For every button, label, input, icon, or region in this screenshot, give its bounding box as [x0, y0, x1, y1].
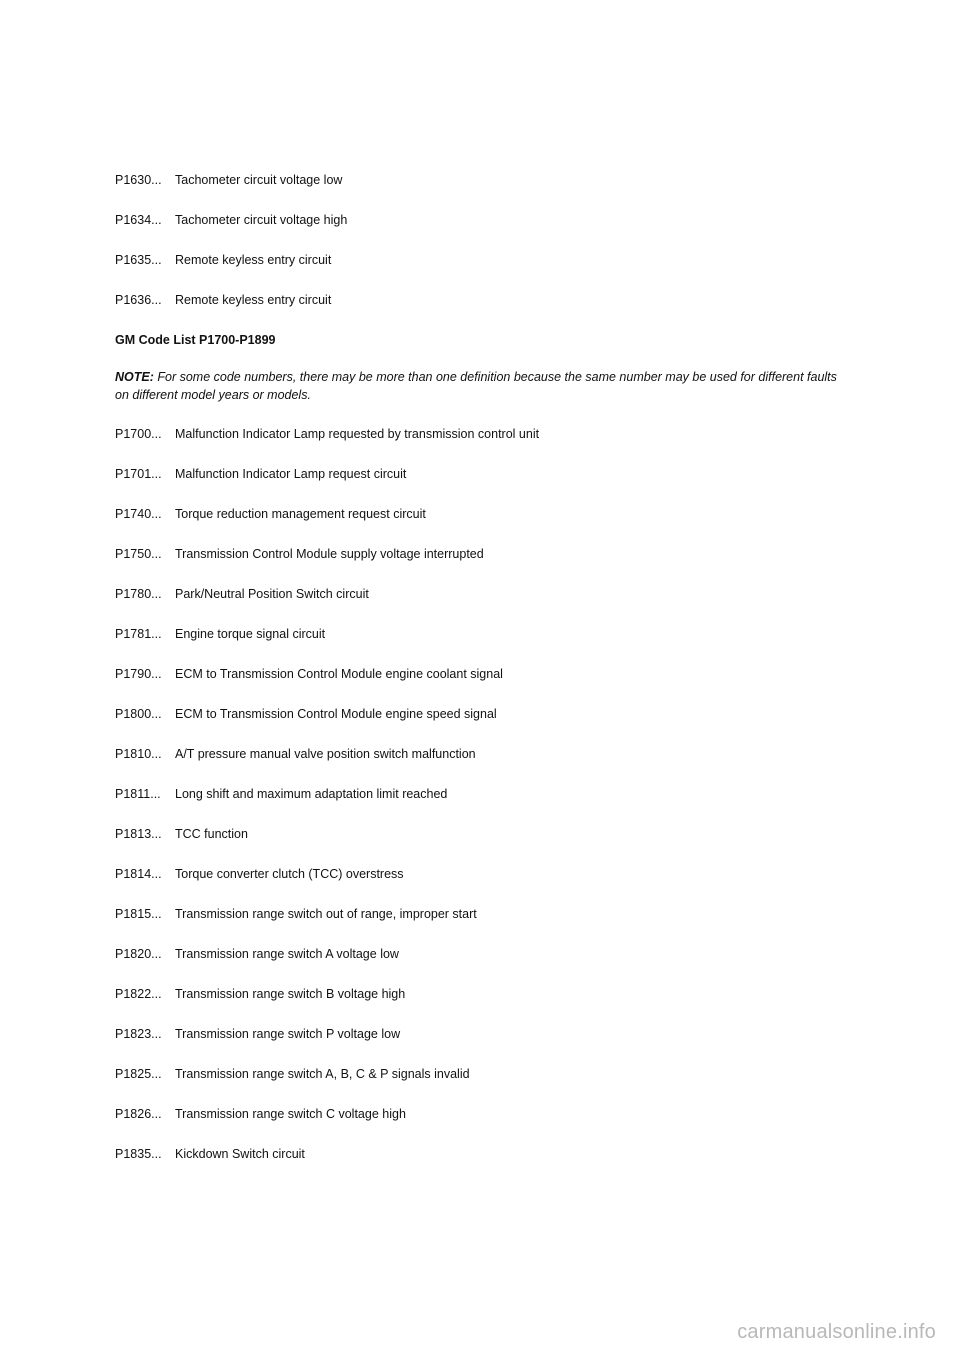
code-number: P1790... [115, 667, 162, 681]
code-description: Tachometer circuit voltage low [175, 173, 343, 187]
code-number: P1822... [115, 987, 162, 1001]
code-entry [115, 826, 845, 842]
code-number: P1701... [115, 467, 162, 481]
code-description: A/T pressure manual valve position switch malfunction [175, 747, 476, 761]
code-description: Kickdown Switch circuit [175, 1147, 305, 1161]
code-description: ECM to Transmission Control Module engine speed signal [175, 707, 497, 721]
code-description: Malfunction Indicator Lamp request circuit [175, 467, 407, 481]
code-number: P1826... [115, 1107, 162, 1121]
note-text: For some code numbers, there may be more than one definition because the same number may be used for different faults on different model years or models. [115, 370, 837, 402]
code-number: P1823... [115, 1027, 162, 1041]
code-entry [115, 1106, 845, 1122]
code-number: P1811... [115, 787, 161, 801]
section-note [115, 368, 845, 404]
code-entries [115, 426, 845, 1162]
code-entry [115, 172, 845, 188]
code-description: Transmission range switch A voltage low [175, 947, 399, 961]
code-description: Transmission range switch A, B, C & P signals invalid [175, 1067, 470, 1081]
code-description: Torque reduction management request circuit [175, 507, 426, 521]
code-description: Malfunction Indicator Lamp requested by transmission control unit [175, 427, 540, 441]
code-description: Transmission range switch out of range, improper start [175, 907, 477, 921]
code-description: Transmission range switch C voltage high [175, 1107, 406, 1121]
code-entry [115, 746, 845, 762]
code-entry [115, 506, 845, 522]
code-entry [115, 786, 845, 802]
code-description: ECM to Transmission Control Module engine coolant signal [175, 667, 503, 681]
code-entry [115, 1066, 845, 1082]
watermark: carmanualsonline.info [737, 1321, 936, 1343]
code-description: Torque converter clutch (TCC) overstress [175, 867, 404, 881]
code-number: P1815... [115, 907, 162, 921]
code-description: Long shift and maximum adaptation limit reached [175, 787, 448, 801]
code-number: P1800... [115, 707, 162, 721]
code-entry [115, 466, 845, 482]
code-description: Transmission range switch P voltage low [175, 1027, 401, 1041]
code-number: P1810... [115, 747, 162, 761]
code-number: P1636... [115, 293, 162, 307]
code-list [115, 172, 845, 1186]
code-description: Remote keyless entry circuit [175, 253, 332, 267]
code-entry [115, 1146, 845, 1162]
code-description: TCC function [175, 827, 248, 841]
code-entry [115, 946, 845, 962]
code-entry [115, 546, 845, 562]
code-entry [115, 666, 845, 682]
code-entry [115, 626, 845, 642]
code-description: Remote keyless entry circuit [175, 293, 332, 307]
code-number: P1634... [115, 213, 162, 227]
code-entry [115, 906, 845, 922]
code-entry [115, 292, 845, 308]
code-entry [115, 426, 845, 442]
code-description: Transmission Control Module supply voltage interrupted [175, 547, 484, 561]
code-entry [115, 252, 845, 268]
code-number: P1635... [115, 253, 162, 267]
code-number: P1835... [115, 1147, 162, 1161]
code-number: P1813... [115, 827, 162, 841]
code-number: P1780... [115, 587, 162, 601]
code-number: P1781... [115, 627, 162, 641]
code-description: Park/Neutral Position Switch circuit [175, 587, 369, 601]
code-entry [115, 586, 845, 602]
code-entry [115, 706, 845, 722]
code-number: P1814... [115, 867, 162, 881]
code-number: P1700... [115, 427, 162, 441]
note-label: NOTE: [115, 370, 154, 384]
code-entry [115, 986, 845, 1002]
code-description: Tachometer circuit voltage high [175, 213, 348, 227]
code-number: P1630... [115, 173, 162, 187]
code-entry [115, 1026, 845, 1042]
code-description: Engine torque signal circuit [175, 627, 326, 641]
section-heading: GM Code List P1700-P1899 [115, 333, 276, 347]
code-number: P1750... [115, 547, 162, 561]
code-number: P1825... [115, 1067, 162, 1081]
code-number: P1820... [115, 947, 162, 961]
code-entry [115, 866, 845, 882]
code-entry [115, 212, 845, 228]
code-description: Transmission range switch B voltage high [175, 987, 406, 1001]
code-number: P1740... [115, 507, 162, 521]
